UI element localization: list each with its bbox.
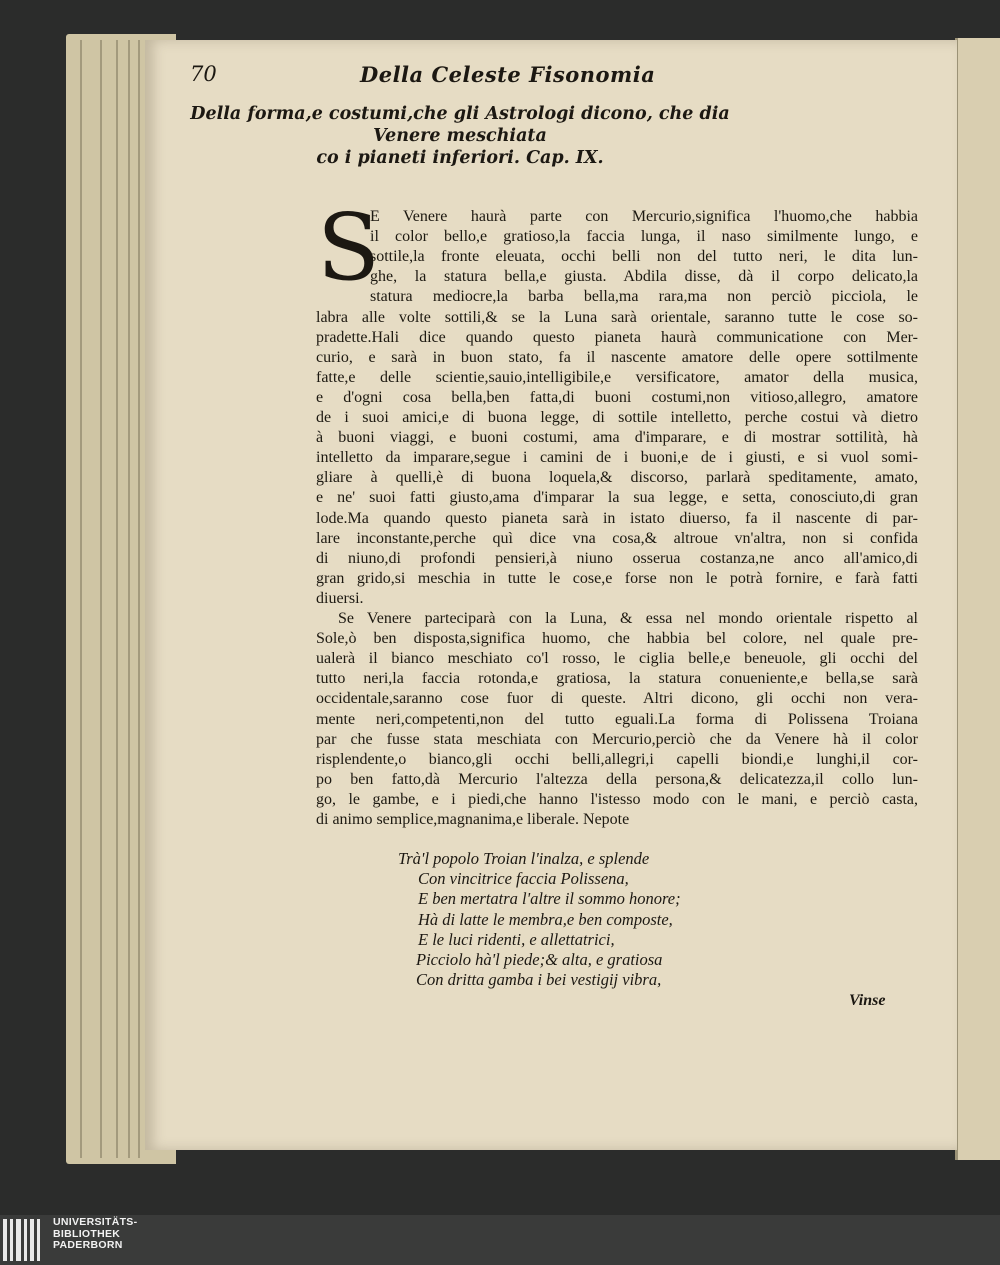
- poem-line: E le luci ridenti, e allettatrici,: [418, 929, 615, 949]
- logo-line: BIBLIOTHEK: [53, 1227, 121, 1240]
- poem-line: Con dritta gamba i bei vestigij vibra,: [416, 970, 662, 990]
- chapter-heading-line: Della forma,e costumi,che gli Astrologi dicono, che dia Venere meschiata: [190, 104, 730, 146]
- body-line: lode.Ma quando questo pianeta sarà in istato diuerso, fa il nascente di par-: [316, 509, 918, 527]
- body-line: à buoni viaggi, e buoni costumi, ama d'imparare, e di mostrar sottilità, hà: [316, 429, 918, 447]
- body-line: occidentale,saranno cose fuor di queste. Altri dicono, gli occhi non vera-: [316, 690, 918, 708]
- poem-line: Trà'l popolo Troian l'inalza, e splende: [398, 849, 650, 868]
- logo-line: UNIVERSITÄTS-: [53, 1216, 138, 1228]
- body-line: ghe, la statura bella,e giusta. Abdila disse, dà il corpo delicato,la: [370, 268, 918, 286]
- body-line: mente neri,competenti,non del tutto eguali.La forma di Polissena Troiana: [316, 710, 918, 728]
- body-line: de i suoi amici,e di buona legge, di sottile intelletto, perche costui và dietro: [316, 409, 918, 426]
- body-line: Se Venere parteciparà con la Luna, & essa nel mondo orientale rispetto al: [338, 610, 918, 627]
- body-line: labra alle volte sottili,& se la Luna sarà orientale, saranno tutte le cose so-: [316, 308, 918, 326]
- body-line: e d'ogni cosa bella,ben fatta,di buoni costumi,non vitioso,allegro, amatore: [316, 388, 918, 406]
- body-line: di niuno,di profondi pensieri,à niuno osserua costanza,ne anco all'amico,di: [316, 549, 918, 567]
- body-line: tutto neri,la faccia rotonda,e gratiosa, la statura conueniente,e bella,se sarà: [316, 670, 918, 688]
- drop-cap: S: [317, 194, 381, 301]
- body-line: gran grido,si meschia in tutte le cose,e forse non le potrà fornire, e farà fatti: [316, 569, 918, 587]
- body-line: risplendente,o bianco,gli occhi belli,allegri,i capelli biondi,e lunghi,il cor-: [316, 750, 918, 768]
- body-line: e ne' suoi fatti giusto,ama d'imparar la sua legge, e setta, conosciuto,di gran: [316, 489, 918, 507]
- chapter-heading: [170, 103, 750, 169]
- footer-bar: [0, 1215, 1000, 1265]
- body-line: statura mediocre,la barba bella,ma rara,ma non perciò picciola, le: [370, 288, 918, 306]
- library-logo-text: [53, 1217, 137, 1252]
- body-line: po ben fatto,dà Mercurio l'altezza della persona,& delicatezza,il collo lun-: [316, 770, 918, 788]
- running-head: [190, 62, 750, 92]
- body-line: ualerà il bianco meschiato co'l rosso, le ciglia belle,e beneuole, gli occhi del: [316, 650, 918, 668]
- body-line: gliare à quelli,è di buona loquela,& discorso, parlarà speditamente, amato,: [316, 469, 918, 487]
- body-line: lare inconstante,perche quì dice vna cosa,& altroue vn'altra, non si confida: [316, 529, 918, 547]
- body-line: il color bello,e gratioso,la faccia lunga, il naso similmente lungo, e: [370, 228, 918, 246]
- body-line: sottile,la fronte eleuata, occhi belli non del tutto neri, le dita lun-: [370, 248, 918, 266]
- catchword: Vinse: [849, 992, 886, 1009]
- body-line: intelletto da imparare,segue i camini de i buoni,e de i giusti, e si vuol somi-: [316, 449, 918, 467]
- body-line: E Venere haurà parte con Mercurio,significa l'huomo,che habbia: [370, 208, 918, 225]
- body-line: pradette.Hali dice quando questo pianeta haurà communicatione con Mer-: [316, 328, 918, 346]
- body-line: Sole,ò ben disposta,significa huomo, che habbia bel colore, nel quale pre-: [316, 630, 918, 648]
- body-line: par che fusse stata meschiata con Mercurio,perciò che da Venere hà il color: [316, 730, 918, 748]
- logo-line: PADERBORN: [53, 1239, 123, 1251]
- poem-line: Hà di latte le membra,e ben composte,: [418, 909, 673, 929]
- running-title: Della Celeste Fisonomia: [360, 62, 656, 87]
- poem-line: E ben mertatra l'altre il sommo honore;: [418, 889, 681, 909]
- body-line: fatte,e delle scientie,sauio,intelligibile,e versificatore, amator della musica,: [316, 368, 918, 386]
- poem-line: Picciolo hà'l piede;& alta, e gratiosa: [416, 950, 663, 969]
- body-line: go, le gambe, e i piedi,che hanno l'istesso modo con le mani, e perciò casta,: [316, 790, 918, 808]
- body-line: diuersi.: [316, 589, 364, 607]
- body-line: curio, e sarà in buon stato, fa il nascente amatore delle opere sottilmente: [316, 348, 918, 366]
- poem-line: Con vincitrice faccia Polissena,: [418, 869, 629, 889]
- facing-page-edge: [955, 38, 1000, 1160]
- body-line: di animo semplice,magnanima,e liberale. Nepote: [316, 811, 630, 828]
- page-number: 70: [190, 62, 217, 86]
- library-logo-icon: [0, 1215, 46, 1265]
- chapter-heading-line: co i pianeti inferiori. Cap. IX.: [316, 148, 604, 168]
